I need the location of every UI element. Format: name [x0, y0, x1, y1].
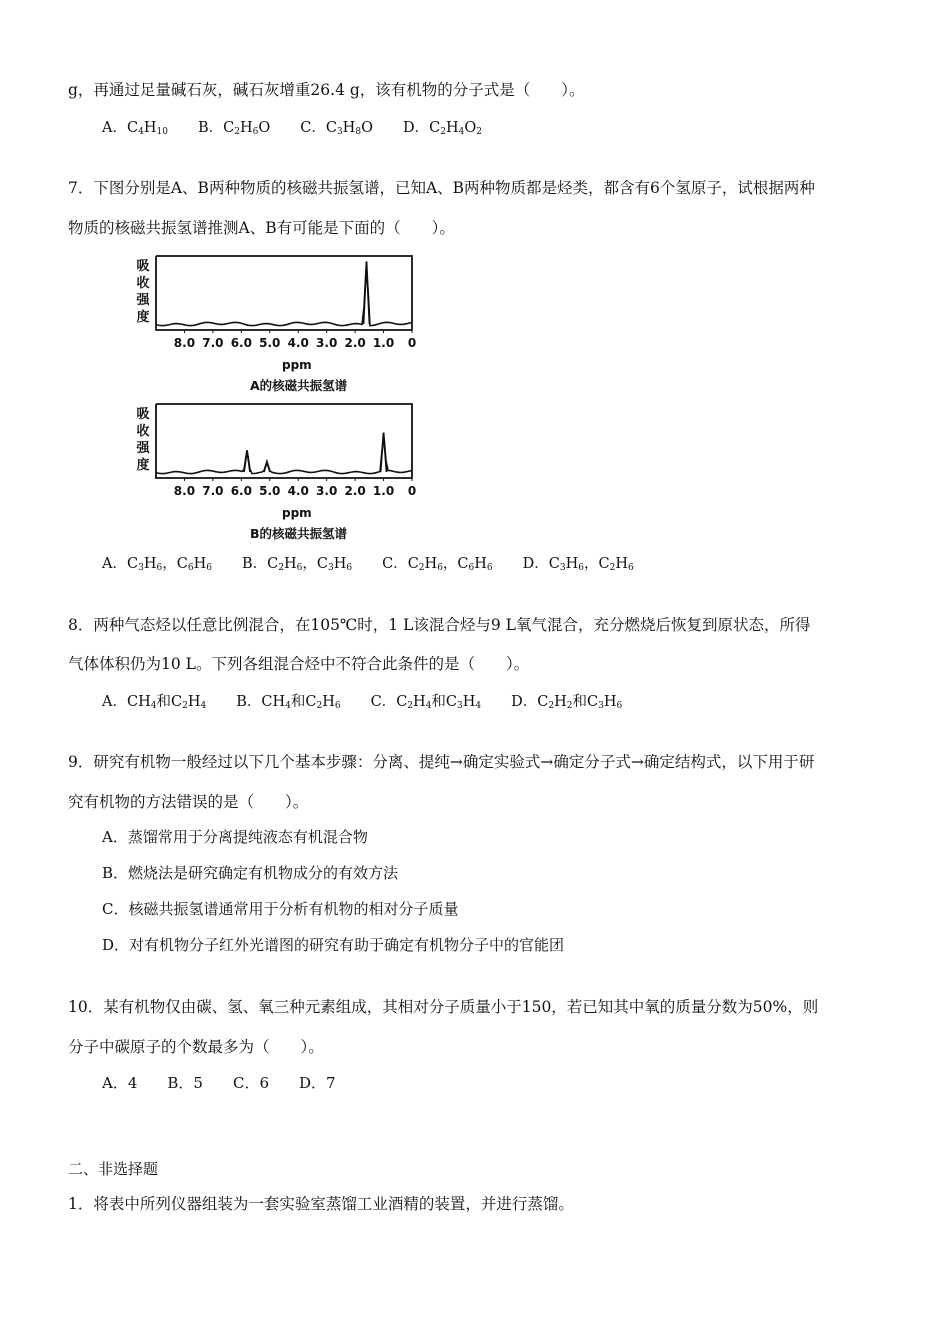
option-a: A．$C_4H_{10}$: [102, 120, 168, 137]
x-tick-label-6.0: 6.0: [230, 484, 252, 498]
q8-options: [102, 690, 622, 711]
spectrum-trace: [156, 438, 412, 474]
peak-3: [381, 433, 387, 472]
q10-options: [102, 1072, 336, 1093]
chart-caption-a: A的核磁共振氢谱: [250, 378, 348, 393]
nmr-spectrum-a: [134, 252, 434, 398]
x-tick-label-8.0: 8.0: [173, 336, 196, 350]
q7-line2: 物质的核磁共振氢谱推测A、B有可能是下面的（ ）。: [68, 219, 455, 237]
plot-b: [154, 400, 434, 512]
x-tick-label-2.0: 2.0: [344, 336, 366, 350]
x-tick-label-0: 0: [407, 484, 417, 498]
q10-option-b: B．5: [167, 1074, 203, 1092]
x-tick-label-7.0: 7.0: [202, 484, 224, 498]
q7-options: [102, 552, 634, 573]
x-tick-label-2.0: 2.0: [344, 484, 366, 498]
option-b: B．$CH_4$和$C_2H_6$: [236, 694, 341, 711]
q9-line1: 9．研究有机物一般经过以下几个基本步骤：分离、提纯→确定实验式→确定分子式→确定结构式，以下用于研: [68, 753, 815, 771]
q10-line1: 10．某有机物仅由碳、氢、氧三种元素组成，其相对分子质量小于150，若已知其中氧的质量分数为50%，则: [68, 998, 819, 1016]
x-tick-label-4.0: 4.0: [287, 336, 309, 350]
nmr-spectrum-b: [134, 400, 434, 546]
q9-option-a: A．蒸馏常用于分离提纯液态有机混合物: [102, 828, 368, 846]
x-tick-label-8.0: 8.0: [173, 484, 196, 498]
x-tick-label-3.0: 3.0: [316, 336, 338, 350]
option-b: B．$C_2H_6O$: [197, 120, 271, 137]
peak-1: [363, 261, 369, 324]
x-axis-unit-b: ppm: [282, 506, 312, 520]
x-tick-label-1.0: 1.0: [372, 484, 395, 498]
plot-frame: [156, 404, 412, 478]
q8-line2: 气体体积仍为10 L。下列各组混合烃中不符合此条件的是（ ）。: [68, 655, 530, 673]
option-c: C．$C_2H_4$和$C_3H_4$: [370, 694, 482, 711]
q8-line1: 8．两种气态烃以任意比例混合，在105℃时，1 L该混合烃与9 L氧气混合，充分燃烧后恢复到原状态，所得: [68, 616, 811, 634]
q6-text: g，再通过足量碱石灰，碱石灰增重26.4 g，该有机物的分子式是（ ）。: [68, 81, 585, 99]
x-tick-label-7.0: 7.0: [202, 336, 224, 350]
option-d: D．$C_2H_2$和$C_3H_6$: [511, 694, 623, 711]
q9-option-c: C．核磁共振氢谱通常用于分析有机物的相对分子质量: [102, 900, 459, 918]
plot-frame: [156, 256, 412, 330]
q7-line1: 7．下图分别是A、B两种物质的核磁共振氢谱，已知A、B两种物质都是烃类，都含有6个氢原子，试根据两种: [68, 179, 815, 197]
q9-option-d: D．对有机物分子红外光谱图的研究有助于确定有机物分子中的官能团: [102, 936, 565, 954]
q10-option-d: D．7: [299, 1074, 336, 1092]
q10-line2: 分子中碳原子的个数最多为（ ）。: [68, 1038, 324, 1056]
section-heading: 二、非选择题: [68, 1160, 159, 1178]
x-tick-label-1.0: 1.0: [372, 336, 395, 350]
chart-caption-b: B的核磁共振氢谱: [250, 526, 348, 541]
option-b: B．$C_2H_6$，$C_3H_6$: [241, 556, 353, 573]
q6-options: [102, 116, 482, 137]
y-axis-label-b: 吸收强度: [136, 407, 150, 473]
peak-1: [244, 450, 250, 472]
y-axis-label-a: 吸收强度: [136, 259, 150, 325]
option-a: A．$CH_4$和$C_2H_4$: [102, 694, 207, 711]
q10-option-c: C．6: [232, 1074, 269, 1092]
x-tick-label-4.0: 4.0: [287, 484, 309, 498]
option-c: C．$C_2H_6$，$C_6H_6$: [382, 556, 493, 573]
plot-a: [154, 252, 434, 364]
x-tick-label-6.0: 6.0: [230, 336, 252, 350]
section2-q1: 1．将表中所列仪器组装为一套实验室蒸馏工业酒精的装置，并进行蒸馏。: [68, 1195, 574, 1213]
peak-2: [264, 462, 270, 472]
spectrum-trace: [156, 270, 412, 325]
q9-option-b: B．燃烧法是研究确定有机物成分的有效方法: [102, 864, 399, 882]
x-tick-label-0: 0: [407, 336, 417, 350]
option-c: C．$C_3H_8O$: [300, 120, 373, 137]
q9-line2: 究有机物的方法错误的是（ ）。: [68, 793, 309, 811]
x-tick-label-5.0: 5.0: [259, 336, 281, 350]
x-tick-label-5.0: 5.0: [259, 484, 281, 498]
x-axis-unit-a: ppm: [282, 358, 312, 372]
option-a: A．$C_3H_6$，$C_6H_6$: [102, 556, 212, 573]
q10-option-a: A．4: [102, 1074, 138, 1092]
option-d: D．$C_2H_4O_2$: [402, 120, 482, 137]
x-tick-label-3.0: 3.0: [316, 484, 338, 498]
option-d: D．$C_3H_6$，$C_2H_6$: [522, 556, 634, 573]
